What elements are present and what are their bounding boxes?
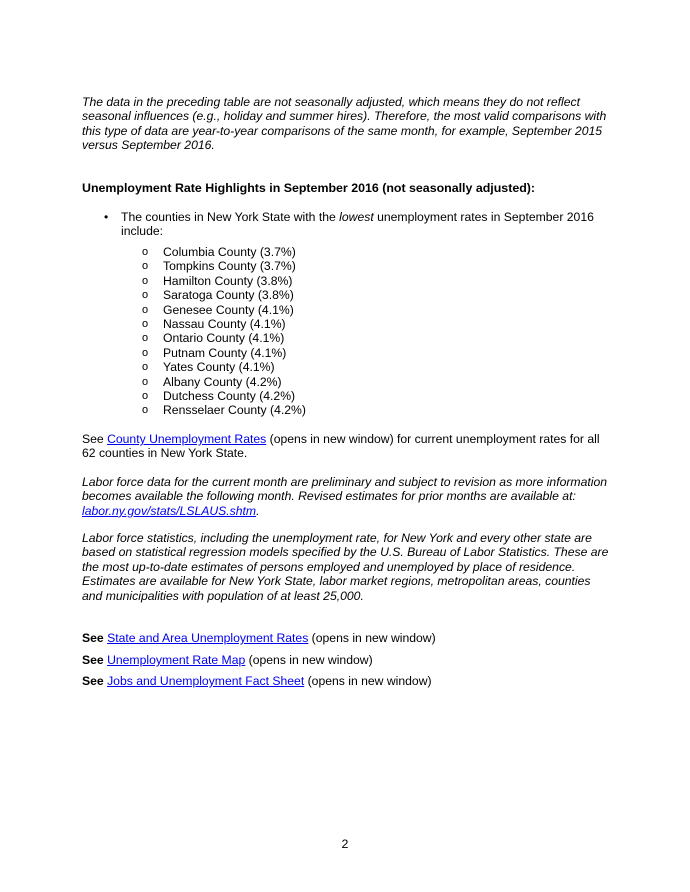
circle-bullet-icon: o	[142, 346, 149, 359]
revision-note-text: Labor force data for the current month are preliminary and subject to revision as more information becomes available the following month. Revised estimates for prior months are available at:	[82, 475, 607, 504]
county-rates-paragraph	[82, 432, 612, 461]
circle-bullet-icon: o	[142, 289, 149, 302]
county-rates-suffix: (opens in new window) for current unemployment rates for all 62 counties in New York State.	[82, 432, 600, 461]
highlights-heading: Unemployment Rate Highlights in September 2016 (not seasonally adjusted):	[82, 181, 536, 195]
circle-bullet-icon: o	[142, 260, 149, 273]
county-label: Putnam County (4.1%)	[163, 345, 287, 360]
jobs-unemployment-fact-sheet-link[interactable]: Jobs and Unemployment Fact Sheet	[107, 674, 305, 688]
laus-stats-link[interactable]: labor.ny.gov/stats/LSLAUS.shtm	[82, 503, 257, 518]
see-label: See	[82, 674, 104, 688]
see-rate-map-line	[82, 653, 373, 667]
county-label: Rensselaer County (4.2%)	[163, 403, 306, 418]
county-label: Ontario County (4.1%)	[163, 331, 285, 346]
opens-new-window-note: (opens in new window)	[308, 631, 436, 645]
seasonal-adjustment-note: The data in the preceding table are not seasonally adjusted, which means they do not reflect seasonal influences (e.g., holiday and summer hires). Therefore, the most valid comparisons with this type of data are year-to-year comparisons of the same month, for example, September 2015 versus September 2016.	[82, 95, 607, 153]
bullet-text-before: The counties in New York State with the	[121, 210, 340, 224]
unemployment-rate-map-link[interactable]: Unemployment Rate Map	[107, 653, 246, 667]
county-label: Yates County (4.1%)	[163, 360, 275, 375]
circle-bullet-icon: o	[142, 375, 149, 388]
methodology-paragraph: Labor force statistics, including the unemployment rate, for New York and every other state are based on statistical regression models specified by the U.S. Bureau of Labor Statistics. These are the most up-to-date estimates of persons employed and unemployed by place of residence. Estimates are available for New York State, labor market regions, metropolitan areas, counties and municipalities with population of at least 25,000.	[82, 531, 609, 603]
opens-new-window-note: (opens in new window)	[245, 653, 373, 667]
county-label: Nassau County (4.1%)	[163, 316, 286, 331]
county-label: Tompkins County (3.7%)	[163, 259, 296, 274]
circle-bullet-icon: o	[142, 317, 149, 330]
circle-bullet-icon: o	[142, 389, 149, 402]
state-area-unemployment-rates-link[interactable]: State and Area Unemployment Rates	[107, 631, 309, 645]
circle-bullet-icon: o	[142, 332, 149, 345]
page-number: 2	[341, 837, 349, 851]
bullet-text-after: unemployment rates in September 2016 include:	[121, 210, 594, 239]
bullet-icon: •	[104, 210, 109, 224]
opens-new-window-note: (opens in new window)	[304, 674, 432, 688]
county-label: Columbia County (3.7%)	[163, 245, 296, 259]
revision-note-paragraph	[82, 475, 612, 518]
county-label: Albany County (4.2%)	[163, 374, 282, 389]
circle-bullet-icon: o	[142, 246, 149, 258]
see-state-area-rates-line	[82, 631, 436, 645]
county-label: Hamilton County (3.8%)	[163, 273, 293, 288]
county-label: Dutchess County (4.2%)	[163, 388, 296, 403]
bullet-emphasis: lowest	[339, 210, 374, 224]
county-rates-prefix: See	[82, 432, 108, 446]
see-fact-sheet-line	[82, 674, 432, 688]
bullet-text	[121, 210, 611, 239]
circle-bullet-icon: o	[142, 404, 149, 417]
county-unemployment-rates-link[interactable]: County Unemployment Rates	[107, 432, 267, 446]
see-label: See	[82, 653, 104, 667]
county-label: Genesee County (4.1%)	[163, 302, 294, 317]
revision-note-suffix: .	[256, 503, 260, 518]
circle-bullet-icon: o	[142, 274, 149, 287]
circle-bullet-icon: o	[142, 361, 149, 374]
county-label: Saratoga County (3.8%)	[163, 288, 294, 303]
see-label: See	[82, 631, 104, 645]
circle-bullet-icon: o	[142, 303, 149, 316]
